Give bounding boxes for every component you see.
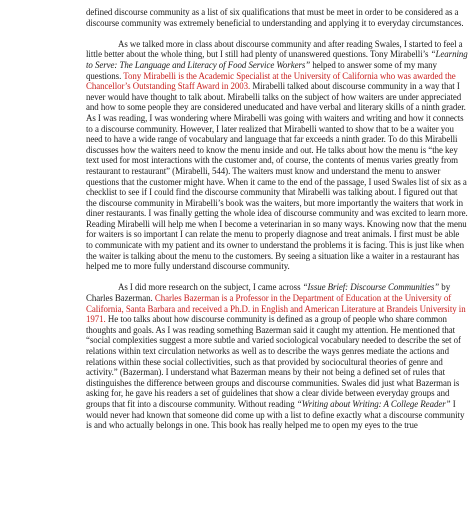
paragraph-2-text-3: Mirabelli talked about discourse community in a way that I never would have thought to talk about. Mirabelli talks on the subject of how waiters are under appreciated and how to some people they are considered uneducated and have verbal and literary skills of a ninth grader. As I was reading, I was wondering where Mirabelli was going with waiters and writing and how it connects to a discourse community. However, I later realized that Mirabelli wanted to show that to be a waiter you need to have a wide range of vocabulary and language that far exceeds a ninth grader. To do this Mirabelli discusses how the waiters need to know the menu inside and out. He talks about how the menu is “the key text used for most interactions with the customer and, of course, the contents of menus varies greatly from restaurant to restaurant” (Mirabelli, 544). The waiters must know and understand the menu to answer questions that the customer might have. When it came to the end of the passage, I used Swales list of six as a checklist to see if I could find the discourse community that Mirabelli was talking about. I figured out that the discourse community in Mirabelli’s book was the waiters, but more importantly the waiters that work in diner restaurants. I was finally getting the whole idea of discourse community and was excited to learn more. Reading Mirabelli will help me when I become a veterinarian in so many ways. Knowing now that the menu for waiters is so important I can relate the menu to properly diagnose and treat animals. I first must be able to communicate with my patient and its owner to understand the problems it is facing. This is just like when the waiter is talking about the menu to the customers. By seeing a situation like a waiter in a restaurant has helped me to more fully understand discourse community. (86, 81, 468, 272)
paragraph-2-text-2: helped to answer some of my many questions. (86, 59, 437, 81)
paragraph-2 (86, 39, 468, 272)
paragraph-1-text: defined discourse community as a list of six qualifications that must be meet in order to be considered as a discourse community was extremely beneficial to understanding and applying it to everyday circumstances. (86, 7, 464, 28)
bazerman-article-title: “Issue Brief: Discourse Communities” (302, 282, 440, 293)
paragraph-1 (86, 7, 468, 28)
paragraph-3-text-4: I would never had known that someone did come up with a list to define exactly what a discourse community is and who actually belongs in one. This book has really helped me to open my eyes to the true (86, 398, 465, 431)
bazerman-bio-highlight: Charles Bazerman is a Professor in the Department of Education at the University of California, Santa Barbara and received a Ph.D. in English and American Literature at Brandeis University in 1971. (86, 293, 466, 325)
paragraph-3-text-2: by Charles Bazerman. (86, 282, 451, 304)
paragraph-2-text-1: As we talked more in class about discourse community and after reading Swales, I started to feel a little better about the whole thing, but I still had plenty of unanswered questions. Tony Mirabelli’s (86, 38, 463, 60)
mirabelli-bio-highlight: Tony Mirabelli is the Academic Specialist at the University of California who was awarded the Chancellor’s Outstanding Staff Award in 2003. (86, 70, 456, 92)
book-title: “Writing about Writing: A College Reader” (296, 398, 451, 409)
paragraph-3 (86, 282, 468, 430)
paragraph-3-text-1: As I did more research on the subject, I came across (118, 282, 303, 293)
paragraph-3-text-3: He too talks about how discourse community is defined as a group of people who share common thoughts and goals. As I was reading something Bazerman said it caught my attention. He mentioned that “social complexities suggest a more subtle and varied sociological vocabulary needed to describe the set of relations within text circulation networks as well as to describe the ways genres mediate the actions and relations within these social collectivities, such as that provided by sociocultural theories of genre and activity.” (Bazerman). I understand what Bazerman means by their not being a defined set of rules that distinguishes the difference between groups and discourse communities. Swales did just what Bazerman is asking for, he gave his readers a set of guidelines that show a clear divide between everyday groups and groups that fit into a discourse community. Without reading (86, 314, 461, 409)
mirabelli-article-title: “Learning to Serve: The Language and Literacy of Food Service Workers” (86, 49, 468, 70)
